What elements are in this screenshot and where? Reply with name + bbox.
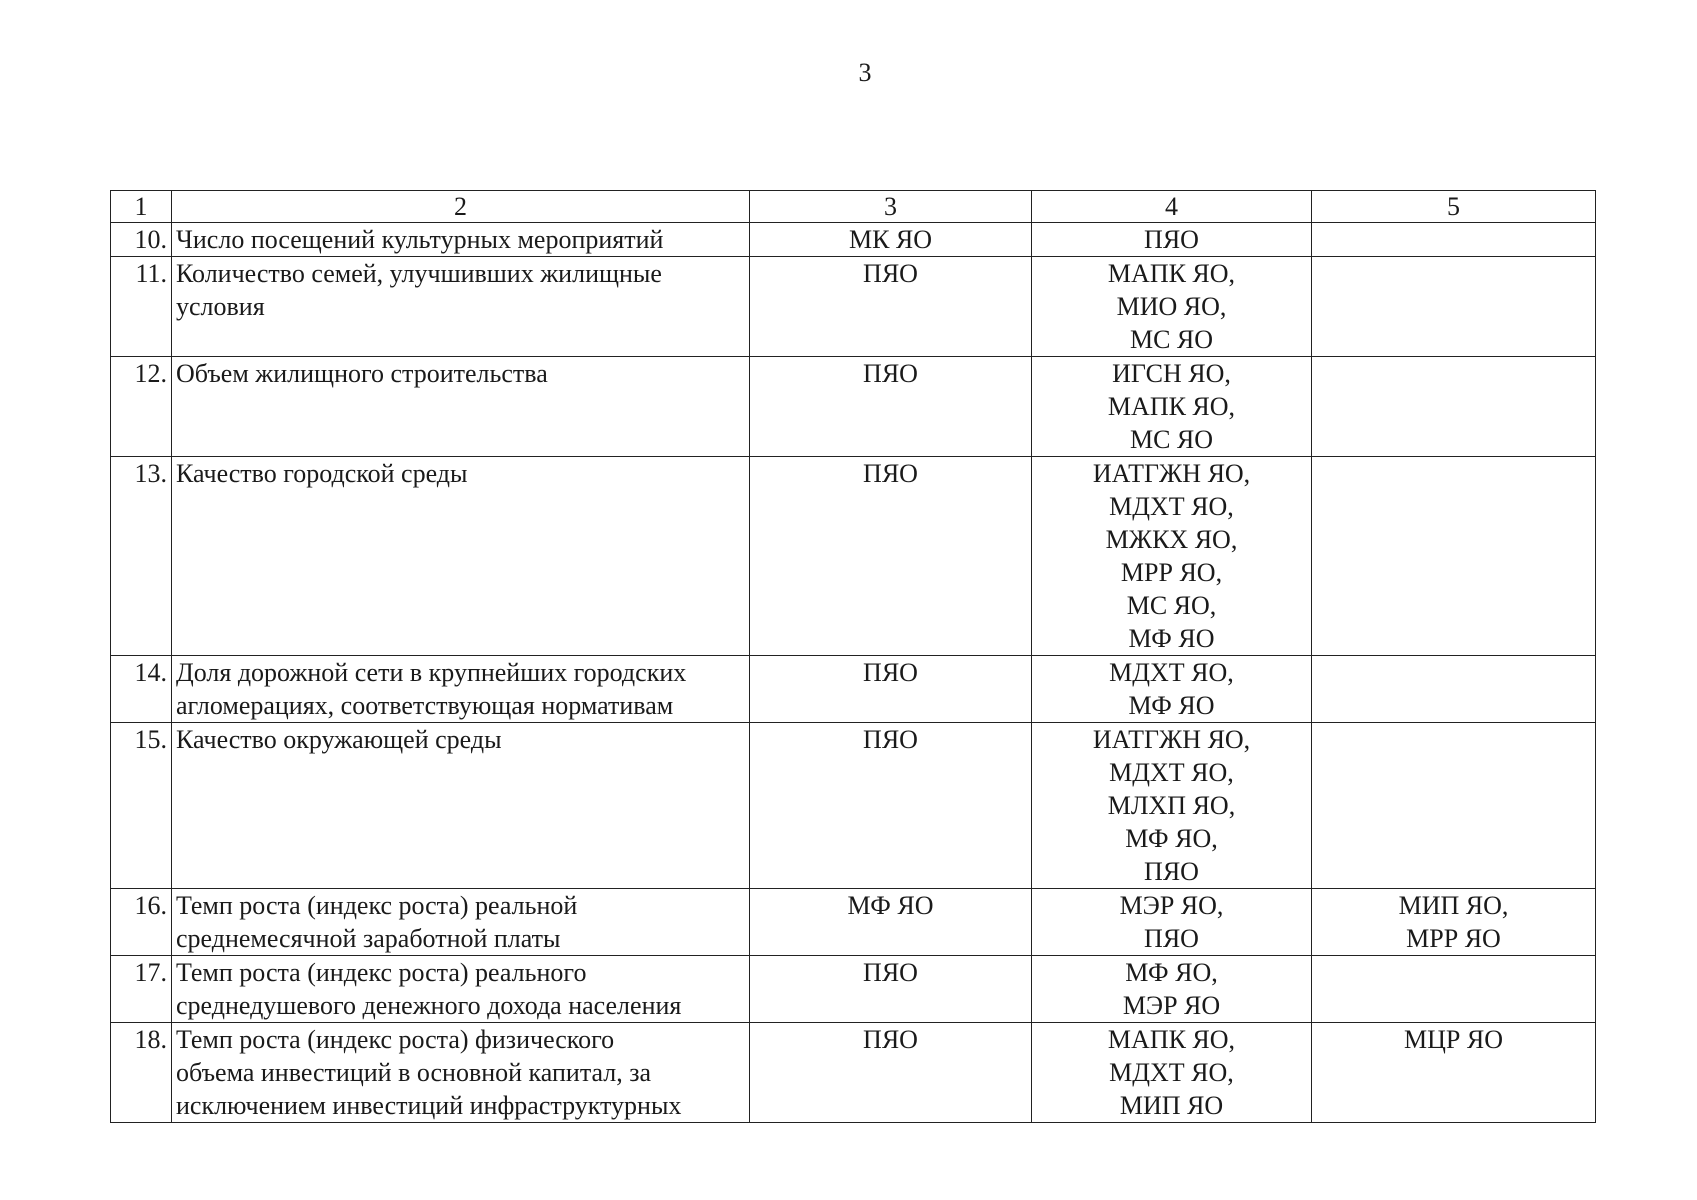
indicator-name-line: среднедушевого денежного дохода населения [176,991,682,1020]
co-executors-line: МЖКХ ЯО, [1105,525,1238,554]
header-cell: 3 [750,191,1032,223]
co-executors-line: МАПК ЯО, [1107,1025,1236,1054]
co-executors [1032,723,1312,889]
indicator-name [172,889,750,956]
additional-executors [1312,357,1596,457]
additional-executors [1312,1023,1596,1123]
indicator-name [172,457,750,656]
header-cell: 4 [1032,191,1312,223]
co-executors-line: МДХТ ЯО, [1109,758,1234,787]
responsibility-table [110,190,1596,1123]
indicator-name [172,656,750,723]
co-executors [1032,889,1312,956]
table-row [111,357,1596,457]
table-row [111,889,1596,956]
responsible-executive [750,457,1032,656]
row-number: 14. [111,656,172,723]
co-executors-line: МДХТ ЯО, [1109,1058,1234,1087]
indicator-name-line: исключением инвестиций инфраструктурных [176,1091,682,1120]
co-executors-line: МФ ЯО, [1125,958,1218,987]
co-executors-line: МФ ЯО, [1125,824,1218,853]
indicator-name-line: Темп роста (индекс роста) реального [176,958,587,987]
page-number: 3 [858,58,872,87]
indicator-name [172,1023,750,1123]
responsible-executive [750,656,1032,723]
responsible-executive-line: ПЯО [863,359,918,388]
indicator-name [172,357,750,457]
co-executors-line: МФ ЯО [1128,691,1215,720]
indicator-name-line: Темп роста (индекс роста) физического [176,1025,615,1054]
co-executors-line: МС ЯО [1129,425,1214,454]
co-executors-line: ПЯО [1144,924,1199,953]
co-executors-line: МИО ЯО, [1116,292,1227,321]
co-executors-line: МЭР ЯО, [1119,891,1224,920]
table-header-row [111,191,1596,223]
co-executors [1032,956,1312,1023]
row-number: 11. [111,257,172,357]
additional-executors [1312,223,1596,257]
table-row [111,457,1596,656]
indicator-name [172,956,750,1023]
co-executors-line: МЛХП ЯО, [1107,791,1236,820]
additional-executors [1312,656,1596,723]
responsible-executive-line: МК ЯО [848,225,933,254]
additional-executors [1312,956,1596,1023]
responsible-executive [750,956,1032,1023]
table-row [111,223,1596,257]
co-executors [1032,656,1312,723]
co-executors-line: ИГСН ЯО, [1112,359,1231,388]
co-executors [1032,357,1312,457]
co-executors-line: МАПК ЯО, [1107,392,1236,421]
responsible-executive-line: ПЯО [863,725,918,754]
co-executors [1032,223,1312,257]
responsible-executive-line: ПЯО [863,459,918,488]
indicator-name-line: Доля дорожной сети в крупнейших городских [176,658,687,687]
co-executors-line: МС ЯО [1129,325,1214,354]
indicator-name-line: объема инвестиций в основной капитал, за [176,1058,652,1087]
table-row [111,956,1596,1023]
indicator-name-line: Объем жилищного строительства [176,359,548,388]
indicator-name-line: агломерациях, соответствующая нормативам [176,691,674,720]
additional-executors-line: МРР ЯО [1406,924,1501,953]
table-row [111,656,1596,723]
co-executors-line: МС ЯО, [1126,591,1217,620]
responsible-executive-line: ПЯО [863,1025,918,1054]
indicator-name-line: Число посещений культурных мероприятий [176,225,664,254]
indicator-name-line: Количество семей, улучшивших жилищные [176,259,662,288]
indicator-name [172,223,750,257]
responsible-executive-line: ПЯО [863,658,918,687]
responsible-executive [750,723,1032,889]
additional-executors [1312,889,1596,956]
table-row [111,1023,1596,1123]
responsible-executive [750,357,1032,457]
row-number: 10. [111,223,172,257]
responsible-executive-line: ПЯО [863,259,918,288]
responsible-executive-line: МФ ЯО [847,891,934,920]
co-executors-line: МИП ЯО [1119,1091,1224,1120]
co-executors [1032,1023,1312,1123]
co-executors-line: ИАТГЖН ЯО, [1092,459,1251,488]
indicator-name-line: условия [176,292,265,321]
indicator-name [172,257,750,357]
row-number: 15. [111,723,172,889]
header-cell: 1 [111,191,172,223]
co-executors-line: ИАТГЖН ЯО, [1092,725,1251,754]
additional-executors-line: МИП ЯО, [1398,891,1509,920]
co-executors [1032,257,1312,357]
indicator-name-line: среднемесячной заработной платы [176,924,561,953]
header-cell: 2 [172,191,750,223]
co-executors-line: МРР ЯО, [1120,558,1223,587]
co-executors-line: МДХТ ЯО, [1109,492,1234,521]
indicator-name-line: Темп роста (индекс роста) реальной [176,891,578,920]
additional-executors [1312,723,1596,889]
row-number: 13. [111,457,172,656]
header-cell: 5 [1312,191,1596,223]
additional-executors-line: МЦР ЯО [1404,1025,1503,1054]
additional-executors [1312,257,1596,357]
responsible-executive [750,223,1032,257]
table-row [111,257,1596,357]
co-executors-line: МАПК ЯО, [1107,259,1236,288]
additional-executors [1312,457,1596,656]
co-executors-line: МДХТ ЯО, [1109,658,1234,687]
indicator-name-line: Качество городской среды [176,459,468,488]
row-number: 17. [111,956,172,1023]
co-executors [1032,457,1312,656]
co-executors-line: МЭР ЯО [1122,991,1221,1020]
row-number: 12. [111,357,172,457]
co-executors-line: ПЯО [1144,857,1199,886]
table-row [111,723,1596,889]
row-number: 16. [111,889,172,956]
row-number: 18. [111,1023,172,1123]
responsible-executive [750,257,1032,357]
co-executors-line: ПЯО [1144,225,1199,254]
co-executors-line: МФ ЯО [1128,624,1215,653]
indicator-name [172,723,750,889]
responsible-executive-line: ПЯО [863,958,918,987]
indicator-name-line: Качество окружающей среды [176,725,502,754]
responsible-executive [750,889,1032,956]
responsible-executive [750,1023,1032,1123]
